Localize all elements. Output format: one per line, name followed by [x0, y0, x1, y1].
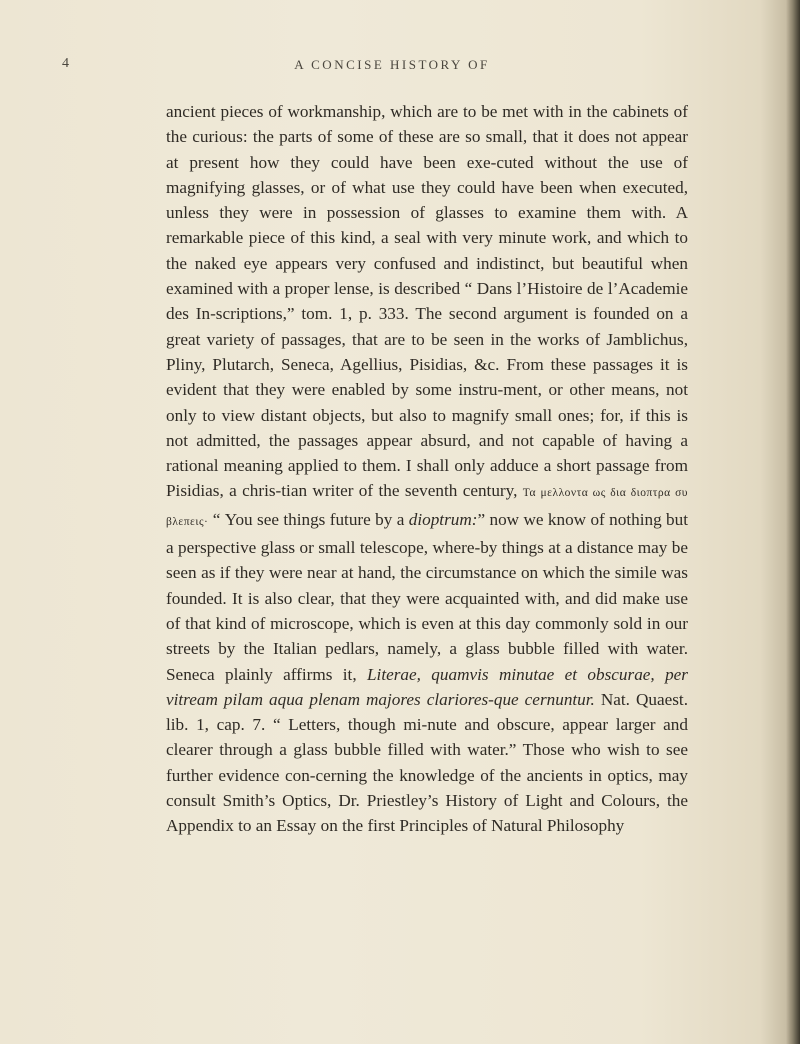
text-segment: ” now we know of nothing but a perspective glass or small telescope, where-by things at a distance may be seen as if they were near at hand, the circumstance on which the simile was founded. It is also clear, that they were acquainted with, and did make use of that kind of microscope, which is even at this day commonly sold in our streets by the Italian pedlars, namely, a glass bubble filled with water. Seneca plainly affirms it,: [166, 509, 689, 684]
body-text: [166, 99, 688, 839]
greek-quotation: Τα μελλοντα ως δια διοπτρα συ βλεπεις·: [166, 487, 689, 528]
running-title: A CONCISE HISTORY OF: [294, 57, 490, 72]
dioptrum-term: dioptrum:: [408, 509, 478, 529]
page-number: 4: [62, 56, 69, 71]
text-segment: ancient pieces of workmanship, which are to be met with in the cabinets of the curious: the parts of some of these are so small, that it does not appear at present how they could have been exe-cuted without the use of magnifying glasses, or of what use they could have been when executed, unless they were in possession of glasses to examine them with. A remarkable piece of this kind, a seal with very minute work, and which to the naked eye appears very confused and indistinct, but beautiful when examined with a proper lense, is described “ Dans l’Histoire de l’Academie des In-scriptions,” tom. 1, p. 333. The second argument is founded on a great variety of passages, that are to be seen in the works of Jamblichus, Pliny, Plutarch, Seneca, Agellius, Pisidias, &c. From these passages it is evident that they were enabled by some instru-ment, or other means, not only to view distant objects, but also to magnify small ones; for, if this is not admitted, the passages appear absurd, and not capable of having a rational meaning applied to them. I shall only adduce a short passage from Pisidias, a chris-tian writer of the seventh century,: [166, 102, 688, 501]
text-segment: Nat. Quaest. lib. 1, cap. 7. “ Letters, though mi-nute and obscure, appear larger and clearer through a glass bubble filled with water.” Those who wish to see further evidence con-cerning the knowledge of the ancients in optics, may consult Smith’s Optics, Dr. Priestley’s History of Light and Colours, the Appendix to an Essay on the first Principles of Natural Philosophy: [166, 689, 688, 836]
text-segment: “ You see things future by a: [208, 509, 409, 529]
page-edge-shadow: [786, 0, 800, 1044]
paragraph: [166, 99, 688, 839]
latin-quotation: Literae, quamvis minutae et obscurae, per vitream pilam aqua plenam majores clariores-que cernuntur.: [166, 664, 688, 709]
